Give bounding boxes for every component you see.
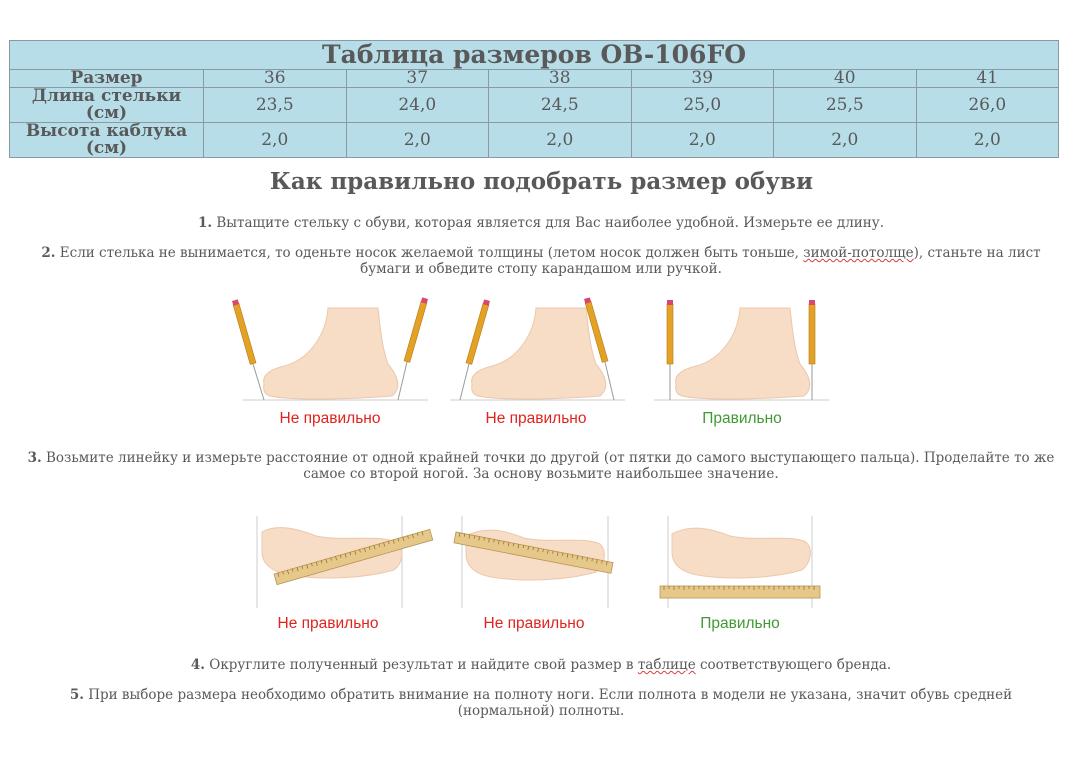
step-1-text: Вытащите стельку с обуви, которая является для Вас наиболее удобной. Измерьте ее длину. — [212, 215, 885, 231]
pencil-caption-2: Не правильно — [485, 410, 587, 427]
ruler-icon — [660, 586, 820, 598]
insole-length-cell: 26,0 — [916, 88, 1059, 123]
insole-length-label: Длина стельки (см) — [10, 88, 204, 123]
size-table-title-row — [10, 41, 1059, 70]
step-2-text: Если стелька не вынимается, то оденьте носок желаемой толщины (летом носок должен быть тоньше, — [55, 245, 804, 261]
heel-height-label: Высота каблука (см) — [10, 123, 204, 158]
step-2-number: 2. — [41, 245, 56, 261]
heel-height-cell: 2,0 — [774, 123, 917, 158]
insole-length-cell: 24,0 — [346, 88, 489, 123]
ruler-caption-3: Правильно — [700, 615, 780, 632]
size-table — [9, 40, 1059, 158]
ruler-figure-wrong-1 — [256, 516, 436, 608]
size-row-label: Размер — [10, 70, 204, 88]
size-row — [10, 70, 1059, 88]
pencil-caption-3: Правильно — [702, 410, 782, 427]
step-3 — [18, 450, 1064, 482]
step-1 — [18, 215, 1064, 231]
step-5 — [48, 687, 1034, 719]
ruler-figure-wrong-2 — [454, 516, 624, 608]
heel-height-cell: 2,0 — [916, 123, 1059, 158]
size-cell: 37 — [346, 70, 489, 88]
insole-length-cell: 25,5 — [774, 88, 917, 123]
step-4-number: 4. — [190, 657, 205, 673]
heel-height-cell: 2,0 — [631, 123, 774, 158]
size-cell: 41 — [916, 70, 1059, 88]
insole-length-row — [10, 88, 1059, 123]
heel-height-cell: 2,0 — [489, 123, 632, 158]
pencil-figure-wrong-1 — [228, 296, 428, 406]
step-4 — [18, 657, 1064, 673]
ruler-caption-2: Не правильно — [483, 615, 585, 632]
size-cell: 36 — [204, 70, 347, 88]
size-cell: 39 — [631, 70, 774, 88]
step-5-text: При выборе размера необходимо обратить внимание на полноту ноги. Если полнота в модели не указана, значит обувь средней (нормальной) полноты. — [83, 687, 1013, 719]
size-table-title: Таблица размеров OB-106FO — [10, 41, 1059, 70]
step-2-text-end: ), станьте на лист бумаги и обведите стопу карандашом или ручкой. — [360, 245, 1041, 277]
pencil-figure-right — [654, 296, 834, 406]
step-3-number: 3. — [27, 450, 42, 466]
heel-height-cell: 2,0 — [204, 123, 347, 158]
size-cell: 40 — [774, 70, 917, 88]
step-4-text: Округлите полученный результат и найдите свой размер в — [204, 657, 638, 673]
step-5-number: 5. — [69, 687, 84, 703]
pencil-icon — [232, 299, 264, 400]
insole-length-cell: 24,5 — [489, 88, 632, 123]
step-2-spellcheck-word: зимой-потолще — [803, 245, 914, 261]
step-4-text-end: соответствующего бренда. — [695, 657, 892, 673]
step-2 — [18, 245, 1064, 277]
ruler-figure-right — [656, 516, 826, 608]
heel-height-row — [10, 123, 1059, 158]
ruler-caption-1: Не правильно — [277, 615, 379, 632]
guide-title: Как правильно подобрать размер обуви — [269, 168, 814, 195]
step-1-number: 1. — [197, 215, 213, 231]
pencil-icon — [398, 297, 428, 400]
step-4-spellcheck-word: таблице — [637, 657, 696, 673]
pencil-caption-1: Не правильно — [279, 410, 381, 427]
step-3-text: Возьмите линейку и измерьте расстояние от одной крайней точки до другой (от пятки до самого выступающего пальца). Проделайте то же самое со второй ногой. За основу возьмите наибольшее значение. — [41, 450, 1055, 482]
pencil-figure-wrong-2 — [450, 296, 630, 406]
pencil-icon — [667, 300, 673, 400]
heel-height-cell: 2,0 — [346, 123, 489, 158]
insole-length-cell: 23,5 — [204, 88, 347, 123]
size-cell: 38 — [489, 70, 632, 88]
insole-length-cell: 25,0 — [631, 88, 774, 123]
